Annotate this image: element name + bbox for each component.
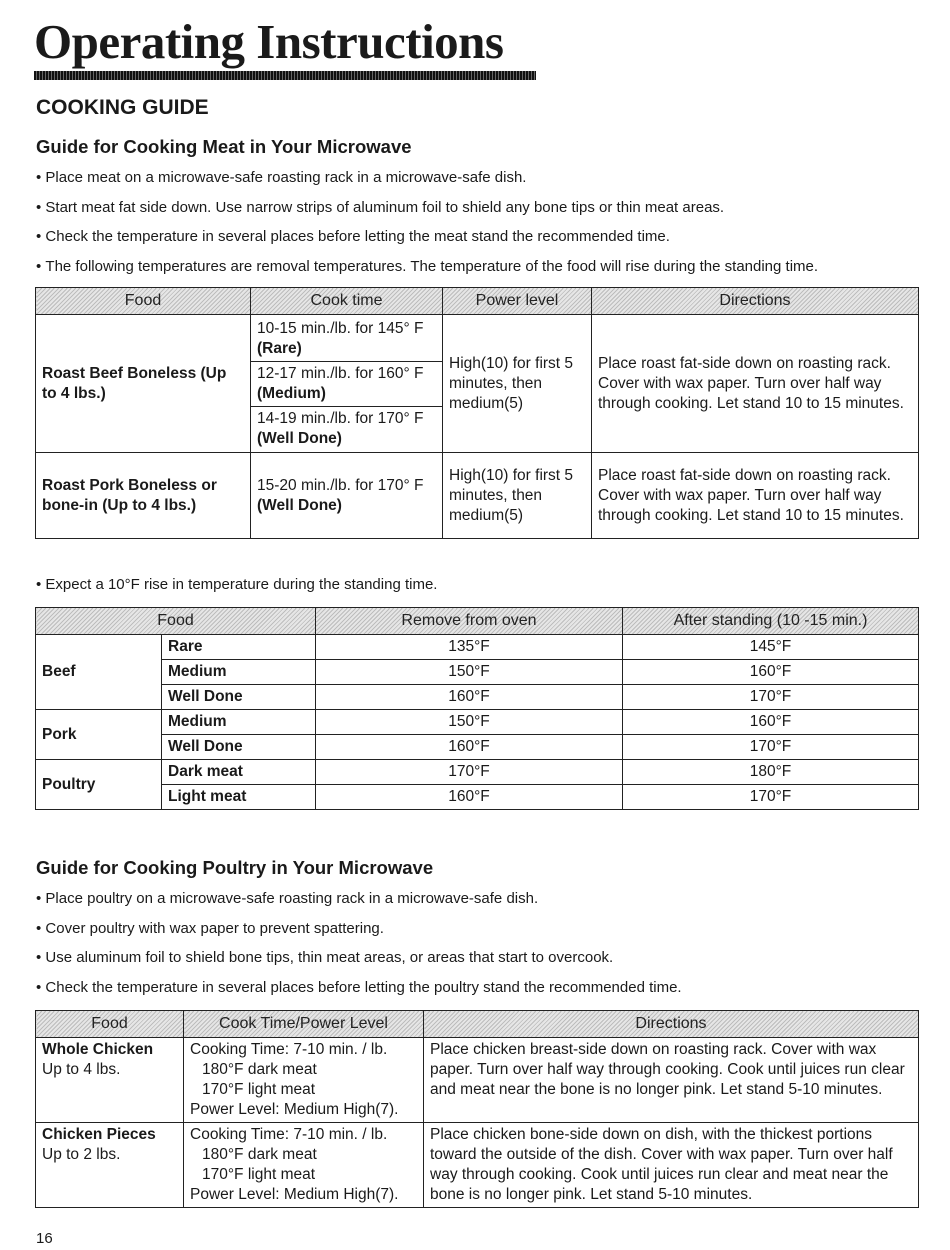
bullet-item: • Place meat on a microwave-safe roasting rack in a microwave-safe dish. (36, 168, 818, 198)
cook-time-well-done (251, 407, 442, 451)
column-header: Food (36, 1011, 184, 1038)
power-level-cell: High(10) for first 5 minutes, then medium(5) (443, 453, 592, 539)
table-header-row (36, 1011, 919, 1038)
after-temp-cell: 160°F (623, 660, 919, 685)
doneness-label: (Well Done) (257, 429, 342, 447)
table-row (36, 1038, 919, 1123)
after-temp-cell: 145°F (623, 635, 919, 660)
section-heading: COOKING GUIDE (36, 96, 209, 119)
food-name: Whole Chicken (42, 1041, 154, 1058)
doneness-cell: Well Done (162, 735, 316, 760)
food-name: Chicken Pieces (42, 1126, 156, 1143)
meat-guide-heading: Guide for Cooking Meat in Your Microwave (36, 136, 412, 157)
cook-time-value: 12-17 min./lb. for 160° F (257, 364, 424, 382)
light-meat-temp: 170°F light meat (202, 1081, 316, 1098)
doneness-label: (Medium) (257, 384, 326, 402)
title-rule (34, 71, 536, 80)
doneness-cell: Rare (162, 635, 316, 660)
food-cell: Roast Pork Boneless or bone-in (Up to 4 lbs.) (36, 453, 251, 539)
bullet-item: • Check the temperature in several places before letting the poultry stand the recommended time. (36, 978, 682, 1008)
directions-cell: Place chicken breast-side down on roasting rack. Cover with wax paper. Turn over half way through cooking. Cook until juices run clear and meat near the bone is no longer pink. Let stand 5-10 minutes. (424, 1038, 919, 1123)
table-row (36, 660, 919, 685)
cook-time-power-cell (184, 1123, 424, 1208)
table-row (36, 710, 919, 735)
dark-meat-temp: 180°F dark meat (202, 1061, 317, 1078)
table-header-row (36, 608, 919, 635)
food-cell: Roast Beef Boneless (Up to 4 lbs.) (36, 315, 251, 453)
page-number: 16 (36, 1230, 53, 1247)
power-level-cell: High(10) for first 5 minutes, then medium(5) (443, 315, 592, 453)
bullet-item: • Place poultry on a microwave-safe roasting rack in a microwave-safe dish. (36, 889, 682, 919)
table-row (36, 315, 919, 453)
remove-temp-cell: 160°F (316, 685, 623, 710)
food-group-cell: Poultry (36, 760, 162, 810)
power-level: Power Level: Medium High(7). (190, 1186, 399, 1203)
note-text: Expect a 10°F rise in temperature during the standing time. (45, 576, 438, 593)
after-temp-cell: 170°F (623, 785, 919, 810)
power-level: Power Level: Medium High(7). (190, 1101, 399, 1118)
bullet-item: • Cover poultry with wax paper to prevent spattering. (36, 919, 682, 949)
doneness-label: (Well Done) (257, 496, 342, 514)
table-header-row (36, 288, 919, 315)
bullet-item: • The following temperatures are removal temperatures. The temperature of the food will rise during the standing time. (36, 257, 818, 287)
page-title: Operating Instructions (34, 14, 504, 69)
remove-temp-cell: 150°F (316, 710, 623, 735)
cook-time-medium (251, 362, 442, 407)
cooking-time: Cooking Time: 7-10 min. / lb. (190, 1126, 388, 1143)
table-row (36, 785, 919, 810)
food-group-cell: Pork (36, 710, 162, 760)
cook-time-rare (251, 317, 442, 362)
column-header: Cook Time/Power Level (184, 1011, 424, 1038)
table-row (36, 635, 919, 660)
bullet-item: • Check the temperature in several places before letting the meat stand the recommended time. (36, 227, 818, 257)
column-header: After standing (10 -15 min.) (623, 608, 919, 635)
doneness-cell: Well Done (162, 685, 316, 710)
column-header: Power level (443, 288, 592, 315)
remove-temp-cell: 160°F (316, 735, 623, 760)
remove-temp-cell: 150°F (316, 660, 623, 685)
table-row (36, 760, 919, 785)
after-temp-cell: 170°F (623, 685, 919, 710)
meat-bullet-list (36, 168, 818, 286)
meat-cooking-table (35, 287, 919, 539)
cook-time-value: 15-20 min./lb. for 170° F (257, 476, 424, 494)
table-row (36, 1123, 919, 1208)
food-group-cell: Beef (36, 635, 162, 710)
after-temp-cell: 170°F (623, 735, 919, 760)
poultry-cooking-table (35, 1010, 919, 1208)
cook-time-value: 14-19 min./lb. for 170° F (257, 409, 424, 427)
bullet-item: • Start meat fat side down. Use narrow strips of aluminum foil to shield any bone tips or thin meat areas. (36, 198, 818, 228)
poultry-bullet-list (36, 889, 682, 1007)
directions-cell: Place roast fat-side down on roasting rack. Cover with wax paper. Turn over half way through cooking. Let stand 10 to 15 minutes. (592, 315, 919, 453)
remove-temp-cell: 170°F (316, 760, 623, 785)
table-row (36, 735, 919, 760)
temperature-note: • Expect a 10°F rise in temperature during the standing time. (36, 576, 438, 593)
food-size: Up to 4 lbs. (42, 1061, 121, 1078)
cook-time-value: 10-15 min./lb. for 145° F (257, 319, 424, 337)
remove-temp-cell: 135°F (316, 635, 623, 660)
table-row (36, 685, 919, 710)
cooking-time: Cooking Time: 7-10 min. / lb. (190, 1041, 388, 1058)
doneness-cell: Medium (162, 660, 316, 685)
doneness-cell: Light meat (162, 785, 316, 810)
temperature-table (35, 607, 919, 810)
column-header: Remove from oven (316, 608, 623, 635)
directions-cell: Place chicken bone-side down on dish, with the thickest portions toward the outside of the dish. Cover with wax paper. Turn over half way through cooking. Cook until juices run clear and meat near the bone is no longer pink. Let stand 5-10 minutes. (424, 1123, 919, 1208)
column-header: Directions (592, 288, 919, 315)
food-cell (36, 1038, 184, 1123)
light-meat-temp: 170°F light meat (202, 1166, 316, 1183)
directions-cell: Place roast fat-side down on roasting rack. Cover with wax paper. Turn over half way through cooking. Let stand 10 to 15 minutes. (592, 453, 919, 539)
after-temp-cell: 160°F (623, 710, 919, 735)
remove-temp-cell: 160°F (316, 785, 623, 810)
doneness-label: (Rare) (257, 339, 302, 357)
dark-meat-temp: 180°F dark meat (202, 1146, 317, 1163)
cook-time-cell (251, 453, 443, 539)
poultry-guide-heading: Guide for Cooking Poultry in Your Microwave (36, 857, 434, 878)
food-cell (36, 1123, 184, 1208)
cook-time-cell (251, 315, 443, 453)
after-temp-cell: 180°F (623, 760, 919, 785)
doneness-cell: Medium (162, 710, 316, 735)
column-header: Food (36, 288, 251, 315)
table-row (36, 453, 919, 539)
food-size: Up to 2 lbs. (42, 1146, 121, 1163)
cook-time-power-cell (184, 1038, 424, 1123)
column-header: Cook time (251, 288, 443, 315)
doneness-cell: Dark meat (162, 760, 316, 785)
column-header: Food (36, 608, 316, 635)
column-header: Directions (424, 1011, 919, 1038)
bullet-item: • Use aluminum foil to shield bone tips, thin meat areas, or areas that start to overcook. (36, 948, 682, 978)
